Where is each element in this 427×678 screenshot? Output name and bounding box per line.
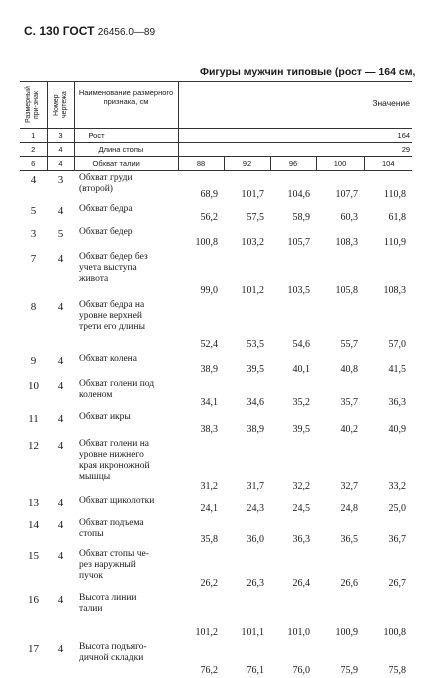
row-value: 57,0 xyxy=(388,338,407,350)
row-feature-name xyxy=(74,377,178,410)
row-value: 32,2 xyxy=(292,480,310,492)
row-value: 57,5 xyxy=(246,211,264,223)
row-drawing-number: 4 xyxy=(57,593,64,606)
row-value: 101,2 xyxy=(241,284,264,296)
row-value: 38,9 xyxy=(200,363,218,375)
row-drawing-number: 4 xyxy=(57,354,64,367)
row-feature-number: 16 xyxy=(28,593,39,606)
table-row xyxy=(20,202,412,225)
feature-name-line: дичной складки xyxy=(79,652,144,663)
row-value: 76,0 xyxy=(292,664,310,676)
row-value: 101,1 xyxy=(241,626,264,638)
row-feature-number: 3 xyxy=(30,227,37,240)
row-value: 26,6 xyxy=(340,577,358,589)
row-value: 26,2 xyxy=(200,577,218,589)
feature-name-line: края икроножной xyxy=(79,460,150,471)
row-drawing-number: 5 xyxy=(57,227,64,240)
row-value: 38,9 xyxy=(246,423,264,435)
row-feature-name xyxy=(74,225,178,250)
row-value: 52,4 xyxy=(200,338,218,350)
table-row xyxy=(20,516,412,547)
feature-name-line: коленом xyxy=(79,389,113,400)
row-value: 100,8 xyxy=(383,626,407,638)
feature-name-line: уровне верхней xyxy=(79,310,142,321)
table-row xyxy=(20,410,412,437)
table-row xyxy=(20,225,412,250)
feature-name-line: Обхват икры xyxy=(79,411,131,422)
row-feature-name xyxy=(74,352,178,377)
header-feature-name: Наименование размерного признака, см xyxy=(78,88,174,106)
row-waist-sizes: 6 4 Обхват талии 88 92 96 100 104 xyxy=(20,157,412,171)
feature-name-line: Обхват голени на xyxy=(79,438,150,449)
row-value: 68,9 xyxy=(200,188,218,200)
row-value: 24,1 xyxy=(200,502,218,514)
feature-name-line: Обхват бедер xyxy=(79,226,133,237)
feature-name-line: живота xyxy=(79,273,109,284)
row-feature-number: 11 xyxy=(28,412,39,425)
row-value: 40,8 xyxy=(340,363,358,375)
row-value: 35,8 xyxy=(200,533,218,545)
table-row xyxy=(20,494,412,516)
header-size-feature: Размерный при-знак xyxy=(25,86,41,124)
row-value: 24,3 xyxy=(246,502,264,514)
row-feature-name xyxy=(74,298,178,352)
row-value: 101,2 xyxy=(195,626,218,638)
row-value: 40,1 xyxy=(292,363,310,375)
row-value: 107,7 xyxy=(335,188,358,200)
row-value: 110,9 xyxy=(383,236,407,248)
row-value: 31,7 xyxy=(246,480,264,492)
row-value: 34,1 xyxy=(200,396,218,408)
row-value: 32,7 xyxy=(340,480,358,492)
row-value: 105,7 xyxy=(287,236,310,248)
row-value: 75,8 xyxy=(388,664,407,676)
row-feature-name xyxy=(74,640,178,678)
feature-name-line: Обхват стопы че- xyxy=(79,548,149,559)
row-feature-name xyxy=(74,516,178,547)
page-number: 130 xyxy=(39,24,60,38)
row-feature-number: 4 xyxy=(30,174,37,186)
feature-name-line: (второй) xyxy=(79,184,113,194)
row-value: 100,9 xyxy=(335,626,358,638)
row-drawing-number: 3 xyxy=(57,174,64,186)
header-values: Значение xyxy=(372,98,411,108)
row-value: 61,8 xyxy=(388,211,407,223)
feature-name-line: пучок xyxy=(79,570,103,581)
feature-name-line: Обхват голени под xyxy=(79,378,155,389)
row-drawing-number: 4 xyxy=(57,300,64,313)
row-value: 99,0 xyxy=(200,284,218,296)
row-value: 54,6 xyxy=(292,338,310,350)
table-row xyxy=(20,547,412,591)
row-value: 36,7 xyxy=(388,533,407,545)
row-value: 39,5 xyxy=(246,363,264,375)
row-value: 36,5 xyxy=(340,533,358,545)
row-value: 35,7 xyxy=(340,396,358,408)
feature-name-line: Обхват колена xyxy=(79,353,137,364)
feature-name-line: Высота линии xyxy=(79,592,137,603)
row-feature-number: 10 xyxy=(28,379,39,392)
feature-name-line: Обхват подъема xyxy=(79,517,144,528)
table-row xyxy=(20,437,412,494)
row-value: 26,7 xyxy=(388,577,407,589)
table-row xyxy=(20,298,412,352)
table-caption: Фигуры мужчин типовые (рост — 164 см, xyxy=(200,66,416,78)
row-feature-name xyxy=(74,410,178,437)
row-value: 25,0 xyxy=(388,502,407,514)
row-value: 55,7 xyxy=(340,338,358,350)
row-rost: 1 3 Рост 164 xyxy=(20,129,412,143)
row-feature-number: 15 xyxy=(28,549,39,562)
row-value: 108,3 xyxy=(335,236,358,248)
row-drawing-number: 4 xyxy=(57,252,64,265)
row-drawing-number: 4 xyxy=(57,204,64,217)
page-prefix: С. xyxy=(24,24,36,38)
row-feature-name xyxy=(74,437,178,494)
row-value: 103,5 xyxy=(287,284,310,296)
row-value: 53,5 xyxy=(246,338,264,350)
row-feature-number: 14 xyxy=(28,518,39,531)
feature-name-line: учета выступа xyxy=(79,262,137,273)
row-drawing-number: 4 xyxy=(57,496,64,509)
row-feature-name xyxy=(74,591,178,640)
row-feature-number: 7 xyxy=(30,252,37,265)
row-drawing-number: 4 xyxy=(57,549,64,562)
page-header xyxy=(24,24,155,38)
header-row xyxy=(20,82,412,129)
row-value: 26,4 xyxy=(292,577,310,589)
feature-name-line: Обхват груди xyxy=(79,173,133,183)
row-value: 105,8 xyxy=(335,284,358,296)
row-value: 41,5 xyxy=(388,363,407,375)
row-feature-name xyxy=(74,494,178,516)
row-value: 60,3 xyxy=(340,211,358,223)
row-value: 31,2 xyxy=(200,480,218,492)
row-value: 26,3 xyxy=(246,577,264,589)
feature-name-line: стопы xyxy=(79,528,104,539)
row-value: 35,2 xyxy=(292,396,310,408)
row-value: 24,5 xyxy=(292,502,310,514)
row-value: 103,2 xyxy=(241,236,264,248)
row-value: 33,2 xyxy=(388,480,407,492)
row-value: 34,6 xyxy=(246,396,264,408)
table-row xyxy=(20,250,412,298)
row-value: 38,3 xyxy=(200,423,218,435)
row-drawing-number: 4 xyxy=(57,518,64,531)
row-value: 75,9 xyxy=(340,664,358,676)
feature-name-line: Высота подъяго- xyxy=(79,641,147,652)
row-value: 56,2 xyxy=(200,211,218,223)
row-feature-name xyxy=(74,547,178,591)
row-value: 108,3 xyxy=(383,284,407,296)
table-row xyxy=(20,591,412,640)
row-drawing-number: 4 xyxy=(57,412,64,425)
row-value: 101,7 xyxy=(241,188,264,200)
row-drawing-number: 4 xyxy=(57,439,64,452)
measurements-table xyxy=(20,81,412,678)
row-value: 101,0 xyxy=(287,626,310,638)
row-value: 110,8 xyxy=(383,188,407,200)
row-value: 36,3 xyxy=(388,396,407,408)
row-feature-number: 5 xyxy=(30,204,37,217)
row-feature-number: 13 xyxy=(28,496,39,509)
row-value: 100,8 xyxy=(195,236,218,248)
row-value: 58,9 xyxy=(292,211,310,223)
row-drawing-number: 4 xyxy=(57,379,64,392)
feature-name-line: рез наружный xyxy=(79,559,136,570)
feature-name-line: уровне нижнего xyxy=(79,449,144,460)
feature-name-line: мышцы xyxy=(79,471,111,482)
row-feature-number: 8 xyxy=(30,300,37,313)
row-value: 39,5 xyxy=(292,423,310,435)
header-drawing-number: Номер чертежа xyxy=(52,91,68,119)
row-value: 36,0 xyxy=(246,533,264,545)
row-value: 76,1 xyxy=(246,664,264,676)
row-feature-number: 9 xyxy=(30,354,37,367)
table-row xyxy=(20,352,412,377)
standard-number: 26456.0—89 xyxy=(97,27,156,38)
row-value: 40,9 xyxy=(388,423,407,435)
feature-name-line: Обхват бедра xyxy=(79,203,133,214)
row-value: 40,2 xyxy=(340,423,358,435)
row-feature-name xyxy=(74,250,178,298)
row-feature-name xyxy=(74,171,178,202)
row-value: 104,6 xyxy=(287,188,310,200)
feature-name-line: Обхват щиколотки xyxy=(79,495,155,506)
feature-name-line: Обхват бедер без xyxy=(79,251,148,262)
row-drawing-number: 4 xyxy=(57,642,64,655)
row-value: 76,2 xyxy=(200,664,218,676)
row-feature-number: 17 xyxy=(28,642,39,655)
feature-name-line: трети его длины xyxy=(79,321,145,332)
table-row xyxy=(20,171,412,202)
row-value: 24,8 xyxy=(340,502,358,514)
table-row xyxy=(20,377,412,410)
feature-name-line: талии xyxy=(79,603,103,614)
row-feature-name xyxy=(74,202,178,225)
feature-name-line: Обхват бедра на xyxy=(79,299,145,310)
table-row xyxy=(20,640,412,678)
standard-label: ГОСТ xyxy=(62,24,95,38)
row-value: 36,3 xyxy=(292,533,310,545)
row-feature-number: 12 xyxy=(28,439,39,452)
row-foot-length: 2 4 Длина стопы 29 xyxy=(20,143,412,157)
